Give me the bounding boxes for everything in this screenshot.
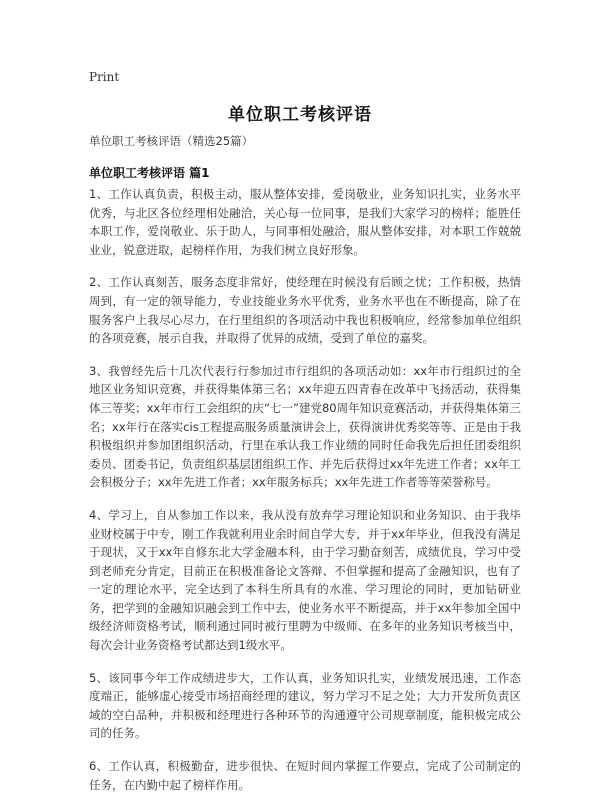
print-link[interactable]: Print [89,70,120,84]
comment-paragraph-2: 2、工作认真刻苦，服务态度非常好，使经理在时候没有后顾之忧；工作积极，热情周到，有一定的领导能力，专业技能业务水平优秀，业务水平也在不断提高，除了在服务客户上我尽心尽力，在行里组织的各项活动中我也积极响应，经常参加单位组织的各项竞赛，展示自我，并取得了优异的成绩，受到了单位的嘉奖。 [89,275,521,346]
comment-paragraph-5: 5、该同事今年工作成绩进步大，工作认真，业务知识扎实，业绩发展迅速，工作态度端正，能够虚心接受市场招商经理的建议，努力学习不足之处；大力开发所负责区域的空白品种，并积极和经理进行各种环节的沟通遵守公司规章制度，能积极完成公司的任务。 [89,670,521,741]
comment-paragraph-1: 1、工作认真负责，积极主动，服从整体安排，爱岗敬业，业务知识扎实，业务水平优秀，与北区各位经理相处融洽，关心每一位同事，是我们大家学习的榜样；能胜任本职工作，爱岗敬业、乐于助人，与同事相处融洽，服从整体安排，对本职工作兢兢业业，锐意进取，起榜样作用，为我们树立良好形象。 [89,187,521,257]
document-subtitle: 单位职工考核评语（精选25篇） [89,134,254,148]
comment-paragraph-6: 6、工作认真，积极勤奋，进步很快、在短时间内掌握工作要点，完成了公司制定的任务，在内勤中起了榜样作用。 [89,759,521,792]
comment-paragraph-4: 4、学习上，自从参加工作以来，我从没有放弃学习理论知识和业务知识、由于我毕业财校属于中专，刚工作我就利用业余时间自学大专，并于xx年毕业，但我没有满足于现状，又于xx年自修东北大学金融本科，由于学习勤奋刻苦，成绩优良，学习中受到老师充分肯定，目前正在积极准备论文答辩、不但掌握和提高了金融知识，也有了一定的理论水平，完全达到了本科生所具有的水准、学习理论的同时，更加钻研业务，把学到的金融知识融会到工作中去，使业务水平不断提高，并于xx年参加全国中级经济师资格考试，顺利通过同时被行里聘为中级师、在多年的业务知识考核当中，每次会计业务资格考试都达到1级水平。 [89,507,521,653]
section-heading: 单位职工考核评语 篇1 [89,166,210,180]
document-title: 单位职工考核评语 [228,105,372,125]
comment-list [89,185,521,808]
comment-paragraph-3: 3、我曾经先后十几次代表行行参加过市行组织的各项活动如：xx年市行组织过的全地区业务知识竞赛，并获得集体第三名；xx年迎五四青春在改革中飞扬活动，获得集体三等奖；xx年市行工会组织的庆“七一”建党80周年知识竞赛活动，并获得集体第三名；xx年行在落实cis工程提高服务质量演讲会上，获得演讲优秀奖等等、正是由于我积极组织并参加团组织活动，行里在承认我工作业绩的同时任命我先后担任团委组织委员、团委书记，负责组织基层团组织工作、并先后获得过xx年先进工作者；xx年工会积极分子；xx年先进工作者；xx年服务标兵；xx年先进工作者等等荣誉称号。 [89,363,521,490]
